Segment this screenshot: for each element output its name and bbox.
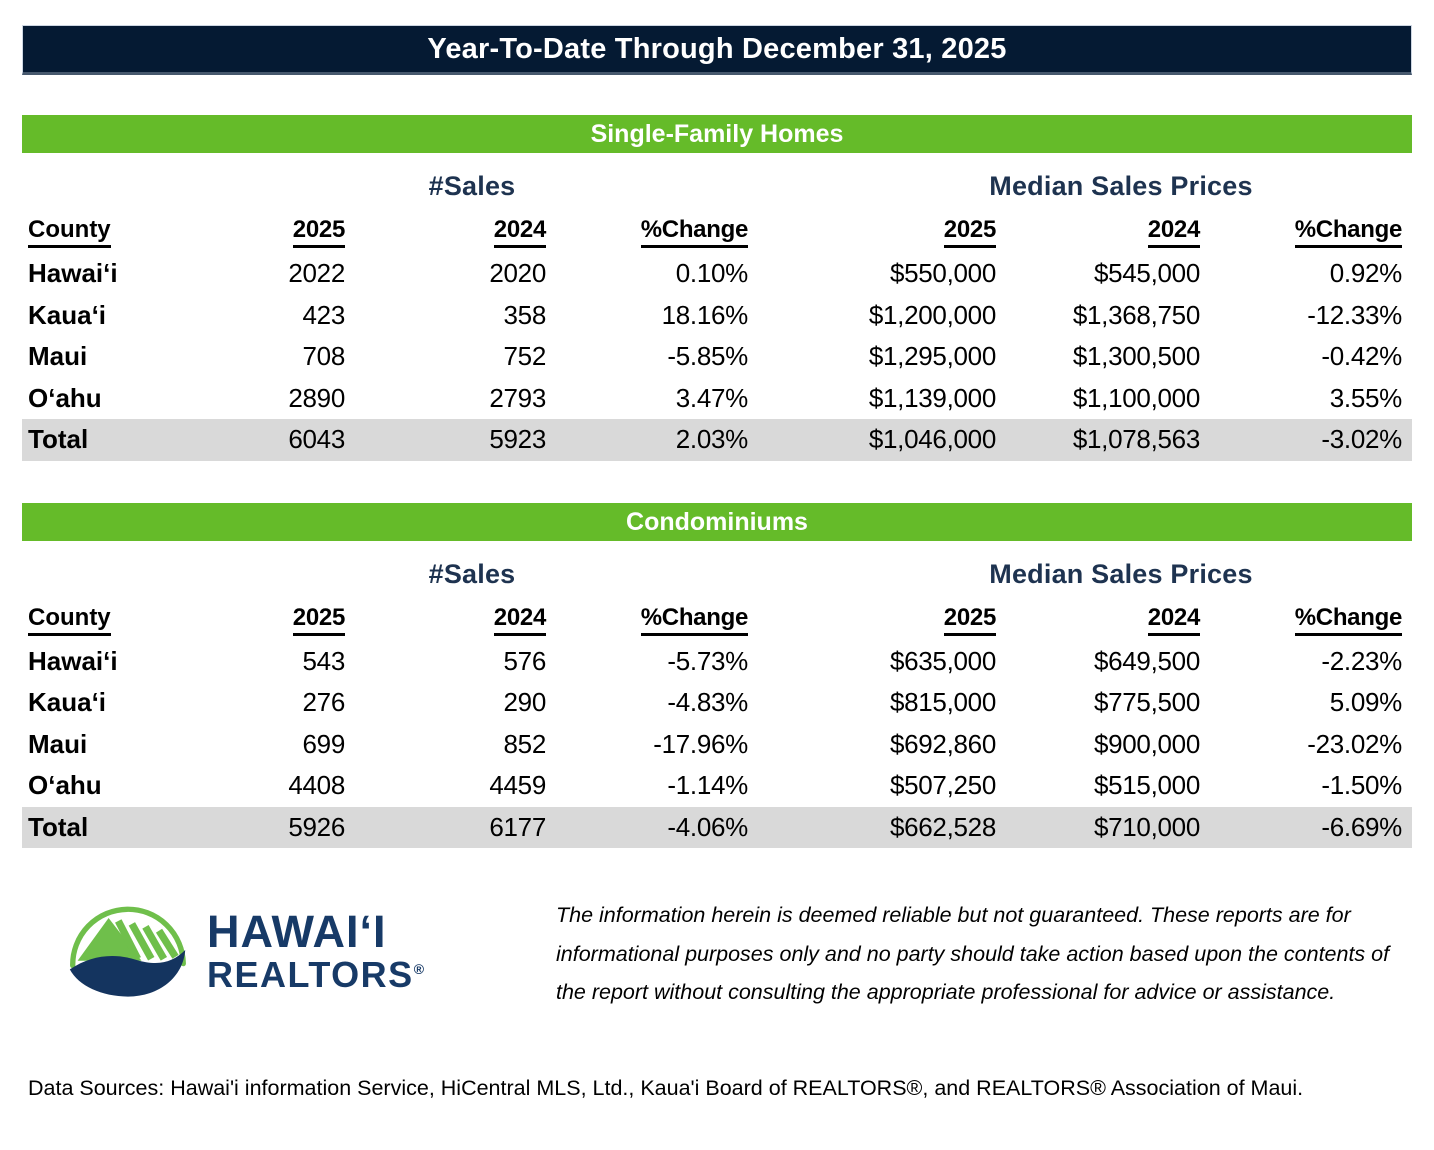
county-cell: Total <box>28 424 89 455</box>
table-row <box>22 682 1412 724</box>
column-header-county <box>22 604 210 636</box>
table-total-row <box>22 807 1412 849</box>
value-cell: -12.33% <box>1307 299 1402 330</box>
disclaimer-text: The information herein is deemed reliable but not guaranteed. These reports are for informational purposes only and no party should take action based upon the contents of the report without consulting the appropriate professional for advice or assistance. <box>556 903 1390 1004</box>
column-header-2 <box>345 216 546 248</box>
group-header-row <box>22 153 1412 202</box>
county-cell: Total <box>28 811 89 842</box>
table-body <box>22 253 1412 461</box>
county-cell: O‘ahu <box>28 382 102 413</box>
value-cell: 0.10% <box>675 258 748 289</box>
value-cell: $545,000 <box>1093 258 1200 289</box>
value-cell: -17.96% <box>653 728 748 759</box>
value-cell: 708 <box>302 341 345 372</box>
value-cell: -4.83% <box>667 687 748 718</box>
value-cell: 5.09% <box>1329 687 1402 718</box>
value-cell: $900,000 <box>1093 728 1200 759</box>
value-cell: $1,200,000 <box>868 299 996 330</box>
logo-wordmark <box>207 905 425 995</box>
section-header-bar <box>22 503 1412 541</box>
county-cell: Kaua‘i <box>28 687 107 718</box>
value-cell: 576 <box>503 645 546 676</box>
column-header-label: 2024 <box>1148 604 1200 636</box>
value-cell: 5923 <box>489 424 546 455</box>
column-header-2 <box>345 604 546 636</box>
value-cell: -1.14% <box>667 770 748 801</box>
column-header-3 <box>546 604 748 636</box>
hawaii-realtors-logo <box>22 890 534 1012</box>
section-title: Single-Family Homes <box>590 120 844 148</box>
value-cell: $815,000 <box>889 687 996 718</box>
value-cell: -5.73% <box>667 645 748 676</box>
column-header-label: 2025 <box>944 216 996 248</box>
value-cell: 2.03% <box>675 424 748 455</box>
value-cell: 6177 <box>489 811 546 842</box>
value-cell: 5926 <box>288 811 345 842</box>
section-single-family-homes <box>22 115 1412 461</box>
column-header-label: 2025 <box>944 604 996 636</box>
column-header-label: 2024 <box>494 604 546 636</box>
logo-hawaii-text: HAWAI‘I <box>207 905 387 957</box>
column-header-row <box>22 590 1412 641</box>
value-cell: $515,000 <box>1093 770 1200 801</box>
median-prices-group-header: Median Sales Prices <box>989 171 1253 201</box>
county-cell: O‘ahu <box>28 770 102 801</box>
value-cell: 2793 <box>489 382 546 413</box>
table-row <box>22 253 1412 295</box>
value-cell: 3.55% <box>1329 382 1402 413</box>
value-cell: $775,500 <box>1093 687 1200 718</box>
value-cell: 18.16% <box>661 299 748 330</box>
value-cell: 358 <box>503 299 546 330</box>
report-title: Year-To-Date Through December 31, 2025 <box>427 33 1007 65</box>
value-cell: $1,046,000 <box>868 424 996 455</box>
column-header-label: County <box>28 604 111 636</box>
registered-mark: ® <box>413 960 425 977</box>
value-cell: -0.42% <box>1321 341 1402 372</box>
value-cell: $692,860 <box>889 728 996 759</box>
section-header-bar <box>22 115 1412 153</box>
value-cell: $1,100,000 <box>1072 382 1200 413</box>
value-cell: 752 <box>503 341 546 372</box>
county-cell: Kaua‘i <box>28 299 107 330</box>
column-header-label: County <box>28 216 111 248</box>
column-header-3 <box>546 216 748 248</box>
value-cell: $507,250 <box>889 770 996 801</box>
value-cell: 2022 <box>288 258 345 289</box>
column-header-county <box>22 216 210 248</box>
column-header-1 <box>210 604 345 636</box>
value-cell: $1,368,750 <box>1072 299 1200 330</box>
value-cell: 852 <box>503 728 546 759</box>
footer <box>22 890 1412 1012</box>
table-row <box>22 724 1412 766</box>
column-header-6 <box>1200 604 1412 636</box>
column-header-label: 2024 <box>494 216 546 248</box>
county-cell: Hawai‘i <box>28 258 118 289</box>
value-cell: 276 <box>302 687 345 718</box>
value-cell: 423 <box>302 299 345 330</box>
report-title-bar <box>22 25 1412 75</box>
value-cell: $662,528 <box>889 811 996 842</box>
mountain-wave-logo-icon <box>64 892 192 1010</box>
county-cell: Hawai‘i <box>28 645 118 676</box>
value-cell: -1.50% <box>1321 770 1402 801</box>
table-body <box>22 641 1412 849</box>
column-header-6 <box>1200 216 1412 248</box>
value-cell: -23.02% <box>1307 728 1402 759</box>
logo-realtors-text: REALTORS® <box>207 953 425 995</box>
value-cell: $1,139,000 <box>868 382 996 413</box>
column-header-5 <box>996 604 1200 636</box>
table-total-row <box>22 419 1412 461</box>
median-prices-group-header: Median Sales Prices <box>989 558 1253 589</box>
value-cell: $1,295,000 <box>868 341 996 372</box>
column-header-4 <box>748 216 996 248</box>
column-header-label: 2024 <box>1148 216 1200 248</box>
value-cell: -6.69% <box>1321 811 1402 842</box>
column-header-5 <box>996 216 1200 248</box>
data-sources-text: Data Sources: Hawai'i information Service, HiCentral MLS, Ltd., Kaua'i Board of REALTORS®, and REALTORS® Association of Maui. <box>28 1075 1304 1100</box>
value-cell: 699 <box>302 728 345 759</box>
column-header-label: 2025 <box>293 604 345 636</box>
value-cell: -2.23% <box>1321 645 1402 676</box>
value-cell: 2890 <box>288 382 345 413</box>
sales-group-header: #Sales <box>428 171 516 201</box>
table-row <box>22 641 1412 683</box>
county-cell: Maui <box>28 728 88 759</box>
column-header-label: %Change <box>1295 216 1402 248</box>
value-cell: $1,078,563 <box>1072 424 1200 455</box>
section-condominiums <box>22 503 1412 849</box>
column-header-1 <box>210 216 345 248</box>
value-cell: 3.47% <box>675 382 748 413</box>
column-header-4 <box>748 604 996 636</box>
column-header-label: %Change <box>641 604 748 636</box>
value-cell: -5.85% <box>667 341 748 372</box>
section-title: Condominiums <box>626 507 808 536</box>
value-cell: -4.06% <box>667 811 748 842</box>
value-cell: 2020 <box>489 258 546 289</box>
value-cell: 290 <box>503 687 546 718</box>
value-cell: 4459 <box>489 770 546 801</box>
value-cell: 543 <box>302 645 345 676</box>
county-cell: Maui <box>28 341 88 372</box>
sales-group-header: #Sales <box>428 558 516 589</box>
column-header-label: %Change <box>1295 604 1402 636</box>
column-header-row <box>22 202 1412 253</box>
column-header-label: %Change <box>641 216 748 248</box>
value-cell: $635,000 <box>889 645 996 676</box>
value-cell: $649,500 <box>1093 645 1200 676</box>
table-row <box>22 765 1412 807</box>
table-row <box>22 295 1412 337</box>
value-cell: 4408 <box>288 770 345 801</box>
value-cell: 6043 <box>288 424 345 455</box>
value-cell: -3.02% <box>1321 424 1402 455</box>
column-header-label: 2025 <box>293 216 345 248</box>
value-cell: 0.92% <box>1329 258 1402 289</box>
table-row <box>22 378 1412 420</box>
value-cell: $710,000 <box>1093 811 1200 842</box>
value-cell: $550,000 <box>889 258 996 289</box>
value-cell: $1,300,500 <box>1072 341 1200 372</box>
table-row <box>22 336 1412 378</box>
group-header-row <box>22 541 1412 590</box>
